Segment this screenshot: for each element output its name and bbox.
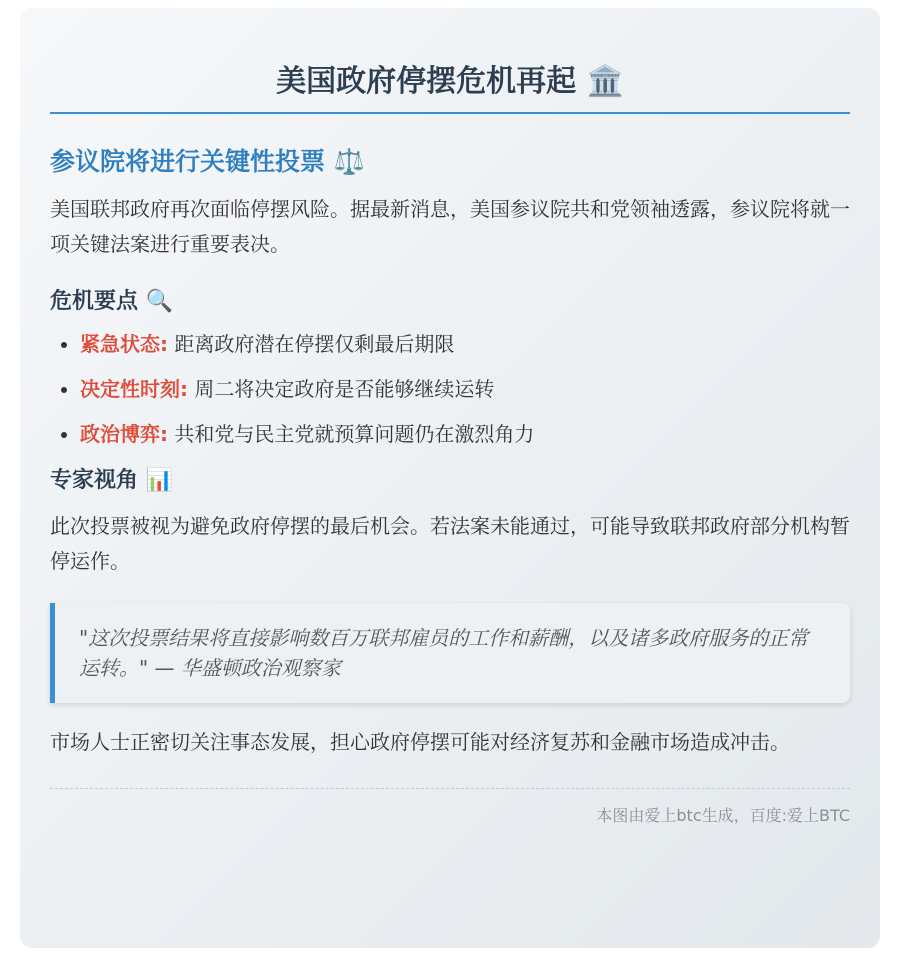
list-item bbox=[80, 420, 850, 448]
footer-divider bbox=[50, 788, 850, 789]
crisis-heading: 危机要点 🔍 bbox=[50, 289, 174, 314]
expert-paragraph: 此次投票被视为避免政府停摆的最后机会。若法案未能通过，可能导致联邦政府部分机构暂停运作。 bbox=[50, 514, 850, 573]
point-text: 共和党与民主党就预算问题仍在激烈角力 bbox=[174, 422, 535, 446]
point-text: 距离政府潜在停摆仅剩最后期限 bbox=[174, 332, 455, 356]
list-item bbox=[80, 375, 850, 403]
page-title: 美国政府停摆危机再起 🏛️ bbox=[50, 60, 850, 114]
intro-paragraph: 美国联邦政府再次面临停摆风险。据最新消息，美国参议院共和党领袖透露，参议院将就一项关键法案进行重要表决。 bbox=[50, 197, 850, 256]
article-subtitle: 参议院将进行关键性投票 ⚖️ bbox=[50, 147, 365, 176]
point-label: 政治博弈: bbox=[80, 422, 168, 446]
expert-quote: "这次投票结果将直接影响数百万联邦雇员的工作和薪酬，以及诸多政府服务的正常运转。" — 华盛顿政治观察家 bbox=[50, 603, 850, 703]
point-label: 决定性时刻: bbox=[80, 377, 188, 401]
point-text: 周二将决定政府是否能够继续运转 bbox=[194, 377, 495, 401]
crisis-points-list bbox=[50, 330, 850, 448]
list-item bbox=[80, 330, 850, 358]
footer-credit: 本图由爱上btc生成，百度:爱上BTC bbox=[596, 806, 850, 825]
market-paragraph: 市场人士正密切关注事态发展，担心政府停摆可能对经济复苏和金融市场造成冲击。 bbox=[50, 730, 790, 754]
point-label: 紧急状态: bbox=[80, 332, 168, 356]
article-card bbox=[20, 8, 880, 948]
expert-heading: 专家视角 📊 bbox=[50, 468, 174, 493]
